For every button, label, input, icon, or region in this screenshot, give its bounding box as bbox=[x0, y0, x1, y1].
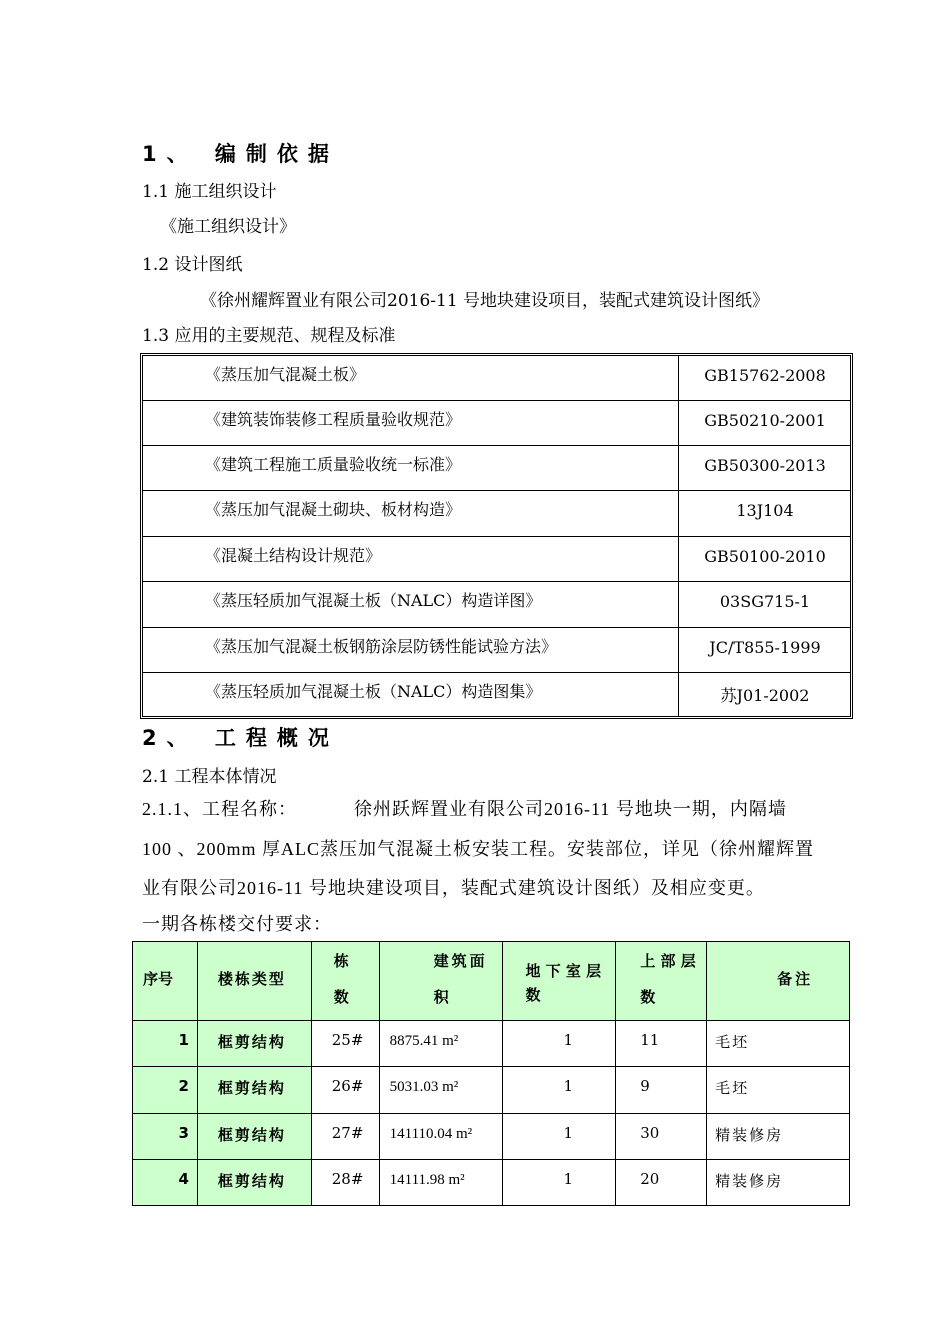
header-building: 栋 bbox=[333, 952, 349, 970]
header-area: 积 bbox=[433, 988, 449, 1006]
standard-row bbox=[143, 356, 850, 401]
row-type: 框剪结构 bbox=[217, 1171, 286, 1190]
standard-code: GB15762-2008 bbox=[704, 366, 826, 385]
standard-name: 《混凝土结构设计规范》 bbox=[205, 546, 382, 565]
standard-row bbox=[143, 491, 850, 537]
header-cell bbox=[616, 942, 707, 1021]
row-note: 毛坯 bbox=[715, 1033, 750, 1052]
table-row bbox=[133, 1159, 850, 1205]
row-building: 27# bbox=[331, 1123, 364, 1142]
table-row bbox=[133, 1021, 850, 1067]
standard-name: 《蒸压加气混凝土板》 bbox=[205, 365, 366, 384]
standard-code: 13J104 bbox=[736, 501, 794, 520]
row-no: 1 bbox=[178, 1031, 189, 1050]
standard-row bbox=[143, 628, 850, 673]
row-basement: 1 bbox=[563, 1169, 573, 1188]
header-cell bbox=[379, 942, 503, 1021]
row-floors: 11 bbox=[640, 1031, 660, 1050]
standard-code: JC/T855-1999 bbox=[709, 638, 821, 657]
standard-name: 《蒸压加气混凝土板钢筋涂层防锈性能试验方法》 bbox=[205, 637, 558, 656]
header-cell bbox=[503, 942, 616, 1021]
row-building: 26# bbox=[331, 1077, 364, 1096]
header-floors: 上 部 层 bbox=[640, 952, 696, 970]
row-area: 5031.03 m² bbox=[389, 1079, 459, 1096]
standard-code: GB50300-2013 bbox=[704, 456, 826, 475]
standard-name: 《蒸压加气混凝土砌块、板材构造》 bbox=[205, 500, 462, 519]
header-floors: 数 bbox=[640, 988, 656, 1006]
row-no: 3 bbox=[178, 1123, 189, 1142]
project-name-label: 2.1.1、工程名称： bbox=[142, 799, 297, 819]
section-1-2-item: 《徐州耀辉置业有限公司2016-11 号地块建设项目，装配式建筑设计图纸》 bbox=[200, 291, 770, 311]
header-area: 建筑面 bbox=[433, 952, 488, 970]
standard-row bbox=[143, 673, 850, 716]
standards-table bbox=[140, 353, 853, 719]
standard-code: 苏J01-2002 bbox=[720, 686, 810, 705]
section-1-2-title: 1.2 设计图纸 bbox=[142, 255, 243, 275]
standard-row bbox=[143, 401, 850, 446]
standard-code: 03SG715-1 bbox=[719, 592, 811, 611]
header-cell bbox=[311, 942, 379, 1021]
section-1-3-title: 1.3 应用的主要规范、规程及标准 bbox=[142, 326, 396, 346]
header-note: 备注 bbox=[777, 970, 814, 988]
row-basement: 1 bbox=[563, 1077, 573, 1096]
section-2-heading: 2、 工程概况 bbox=[142, 726, 339, 750]
table-row bbox=[133, 1067, 850, 1113]
row-no: 2 bbox=[178, 1077, 189, 1096]
standard-row bbox=[143, 537, 850, 582]
table-header-row bbox=[133, 942, 850, 1021]
header-cell bbox=[707, 942, 850, 1021]
header-basement: 数 bbox=[525, 986, 541, 1004]
row-note: 精装修房 bbox=[715, 1171, 784, 1190]
header-no: 序号 bbox=[143, 970, 174, 988]
table-row bbox=[133, 1113, 850, 1159]
header-basement: 地 下 室 层 bbox=[525, 962, 602, 980]
standard-name: 《蒸压轻质加气混凝土板（NALC）构造详图》 bbox=[205, 591, 542, 610]
standard-code: GB50100-2010 bbox=[704, 547, 826, 566]
row-type: 框剪结构 bbox=[217, 1125, 286, 1144]
row-no: 4 bbox=[178, 1169, 189, 1188]
header-cell bbox=[197, 942, 311, 1021]
header-building: 数 bbox=[333, 988, 349, 1006]
row-type: 框剪结构 bbox=[217, 1033, 286, 1052]
standard-name: 《建筑工程施工质量验收统一标准》 bbox=[205, 455, 462, 474]
row-note: 精装修房 bbox=[715, 1125, 784, 1144]
row-basement: 1 bbox=[563, 1123, 573, 1142]
standard-code: GB50210-2001 bbox=[704, 411, 826, 430]
standard-name: 《蒸压轻质加气混凝土板（NALC）构造图集》 bbox=[205, 682, 542, 701]
row-floors: 30 bbox=[640, 1123, 660, 1142]
row-building: 25# bbox=[331, 1031, 364, 1050]
section-1-1-item: 《施工组织设计》 bbox=[160, 217, 296, 237]
row-type: 框剪结构 bbox=[217, 1079, 286, 1098]
row-area: 8875.41 m² bbox=[389, 1033, 459, 1050]
project-description-line: 100 、200mm 厚ALC蒸压加气混凝土板安装工程。安装部位，详见（徐州耀辉置 bbox=[142, 839, 814, 859]
project-name-text: 徐州跃辉置业有限公司2016-11 号地块一期，内隔墙 bbox=[354, 799, 787, 819]
row-floors: 20 bbox=[640, 1169, 660, 1188]
standard-row bbox=[143, 446, 850, 491]
row-floors: 9 bbox=[640, 1077, 650, 1096]
section-1-1-title: 1.1 施工组织设计 bbox=[142, 182, 277, 202]
standard-row bbox=[143, 582, 850, 628]
row-basement: 1 bbox=[563, 1031, 573, 1050]
row-area: 14111.98 m² bbox=[389, 1171, 465, 1188]
section-1-heading: 1、 编制依据 bbox=[142, 142, 339, 166]
header-type: 楼栋类型 bbox=[217, 970, 286, 988]
project-description-line: 业有限公司2016-11 号地块建设项目，装配式建筑设计图纸）及相应变更。 bbox=[142, 878, 765, 898]
row-note: 毛坯 bbox=[715, 1079, 750, 1098]
standard-name: 《建筑装饰装修工程质量验收规范》 bbox=[205, 410, 462, 429]
row-area: 141110.04 m² bbox=[389, 1125, 473, 1142]
delivery-requirements-intro: 一期各栋楼交付要求： bbox=[142, 914, 332, 934]
header-cell bbox=[133, 942, 198, 1021]
section-2-1-title: 2.1 工程本体情况 bbox=[142, 767, 277, 787]
buildings-table bbox=[132, 941, 850, 1206]
row-building: 28# bbox=[331, 1169, 364, 1188]
